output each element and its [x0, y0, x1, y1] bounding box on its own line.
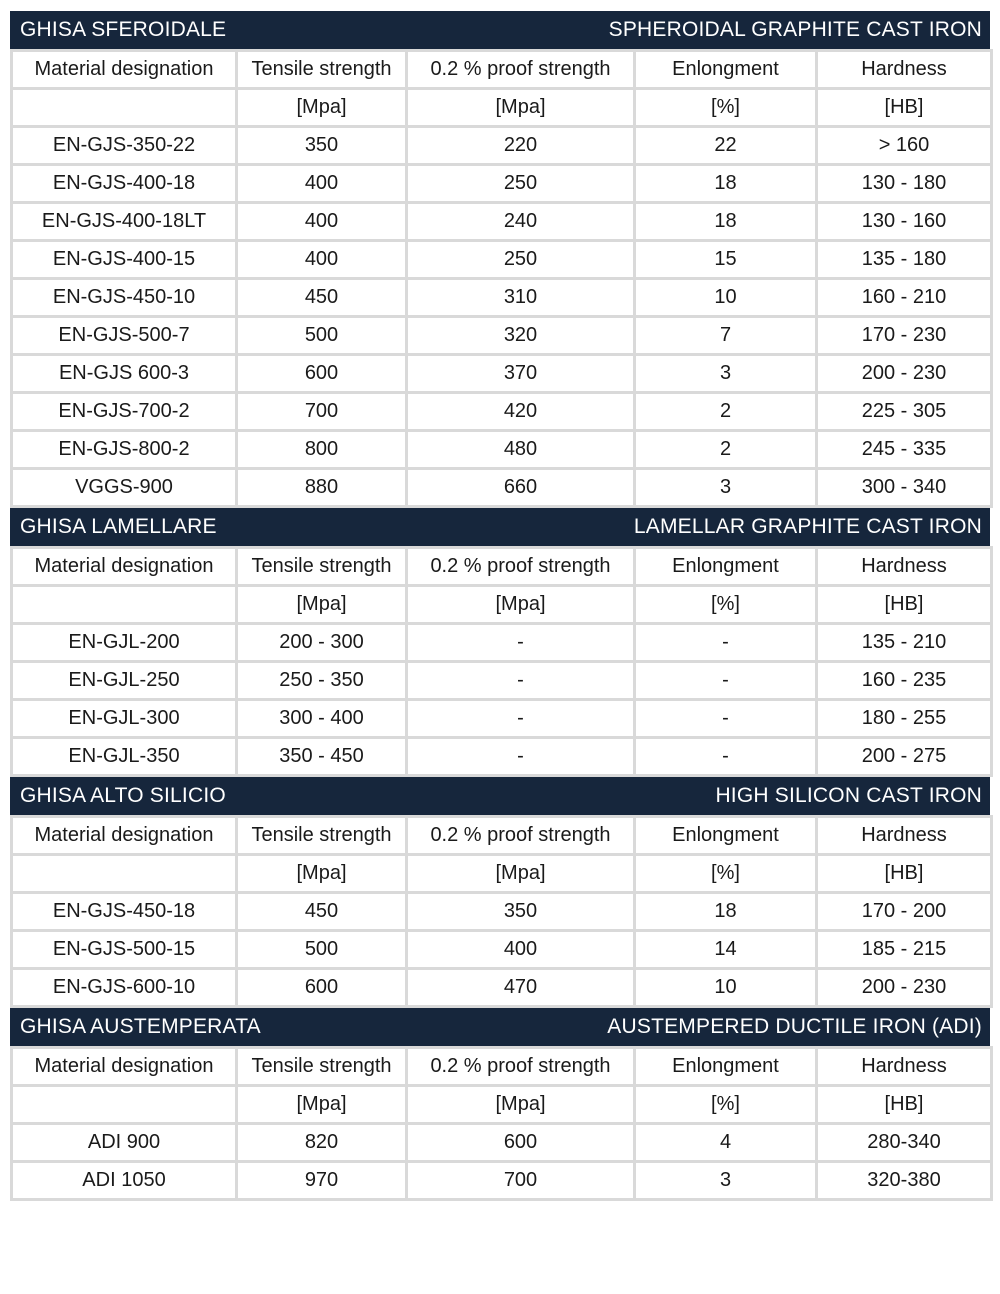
column-header-cell: 0.2 % proof strength	[407, 1048, 635, 1086]
column-header-row	[12, 548, 992, 586]
value-cell: 180 - 255	[817, 700, 992, 738]
material-designation-cell: EN-GJS-400-18LT	[12, 203, 237, 241]
column-header-cell: Material designation	[12, 51, 237, 89]
units-row	[12, 855, 992, 893]
value-cell: 160 - 235	[817, 662, 992, 700]
units-row	[12, 1086, 992, 1124]
value-cell: 220	[407, 127, 635, 165]
value-cell: 820	[237, 1124, 407, 1162]
value-cell: 4	[635, 1124, 817, 1162]
units-cell: [HB]	[817, 586, 992, 624]
value-cell: 250	[407, 241, 635, 279]
units-row	[12, 586, 992, 624]
sections-container	[10, 11, 990, 1201]
section-title-italian: GHISA ALTO SILICIO	[20, 784, 226, 807]
value-cell: 300 - 400	[237, 700, 407, 738]
column-header-cell: Tensile strength	[237, 1048, 407, 1086]
units-cell: [Mpa]	[237, 89, 407, 127]
units-cell	[12, 1086, 237, 1124]
material-designation-cell: ADI 900	[12, 1124, 237, 1162]
column-header-cell: Hardness	[817, 817, 992, 855]
value-cell: 245 - 335	[817, 431, 992, 469]
value-cell: 130 - 180	[817, 165, 992, 203]
value-cell: 18	[635, 203, 817, 241]
value-cell: 200 - 275	[817, 738, 992, 776]
value-cell: 800	[237, 431, 407, 469]
value-cell: -	[407, 700, 635, 738]
table-row	[12, 738, 992, 776]
value-cell: 310	[407, 279, 635, 317]
table-row	[12, 469, 992, 507]
units-cell: [Mpa]	[407, 855, 635, 893]
value-cell: 250	[407, 165, 635, 203]
value-cell: 280-340	[817, 1124, 992, 1162]
table-row	[12, 893, 992, 931]
table-row	[12, 203, 992, 241]
value-cell: 500	[237, 317, 407, 355]
material-properties-table	[10, 815, 993, 1008]
value-cell: 700	[407, 1162, 635, 1200]
value-cell: 350	[407, 893, 635, 931]
value-cell: 500	[237, 931, 407, 969]
material-designation-cell: ADI 1050	[12, 1162, 237, 1200]
column-header-cell: Material designation	[12, 548, 237, 586]
column-header-row	[12, 817, 992, 855]
value-cell: -	[635, 624, 817, 662]
value-cell: 350 - 450	[237, 738, 407, 776]
table-row	[12, 1162, 992, 1200]
value-cell: -	[635, 700, 817, 738]
column-header-cell: Material designation	[12, 1048, 237, 1086]
column-header-cell: 0.2 % proof strength	[407, 51, 635, 89]
section-header-band	[10, 508, 990, 546]
section-title-english: AUSTEMPERED DUCTILE IRON (ADI)	[607, 1015, 982, 1038]
value-cell: 240	[407, 203, 635, 241]
value-cell: 700	[237, 393, 407, 431]
material-designation-cell: EN-GJS-350-22	[12, 127, 237, 165]
value-cell: 15	[635, 241, 817, 279]
table-row	[12, 969, 992, 1007]
material-section	[10, 1008, 990, 1201]
section-title-italian: GHISA AUSTEMPERATA	[20, 1015, 261, 1038]
value-cell: 2	[635, 393, 817, 431]
material-properties-table	[10, 1046, 993, 1201]
value-cell: 170 - 230	[817, 317, 992, 355]
value-cell: 600	[237, 355, 407, 393]
units-cell: [%]	[635, 586, 817, 624]
table-row	[12, 317, 992, 355]
material-designation-cell: EN-GJL-200	[12, 624, 237, 662]
value-cell: 470	[407, 969, 635, 1007]
section-title-italian: GHISA SFEROIDALE	[20, 18, 227, 41]
material-designation-cell: EN-GJS-400-18	[12, 165, 237, 203]
value-cell: 300 - 340	[817, 469, 992, 507]
material-section	[10, 777, 990, 1008]
value-cell: 185 - 215	[817, 931, 992, 969]
section-header-band	[10, 1008, 990, 1046]
value-cell: 135 - 210	[817, 624, 992, 662]
value-cell: 225 - 305	[817, 393, 992, 431]
table-row	[12, 393, 992, 431]
value-cell: 18	[635, 893, 817, 931]
column-header-cell: Hardness	[817, 548, 992, 586]
column-header-row	[12, 1048, 992, 1086]
value-cell: 320	[407, 317, 635, 355]
material-designation-cell: EN-GJS-500-15	[12, 931, 237, 969]
column-header-cell: Hardness	[817, 1048, 992, 1086]
units-cell: [Mpa]	[237, 586, 407, 624]
column-header-cell: Material designation	[12, 817, 237, 855]
value-cell: > 160	[817, 127, 992, 165]
column-header-cell: Enlongment	[635, 548, 817, 586]
value-cell: 18	[635, 165, 817, 203]
units-cell: [HB]	[817, 89, 992, 127]
column-header-cell: Enlongment	[635, 1048, 817, 1086]
value-cell: 200 - 300	[237, 624, 407, 662]
units-cell: [Mpa]	[407, 586, 635, 624]
value-cell: 7	[635, 317, 817, 355]
units-cell: [Mpa]	[237, 1086, 407, 1124]
material-designation-cell: EN-GJS-400-15	[12, 241, 237, 279]
material-section	[10, 508, 990, 777]
units-cell: [Mpa]	[237, 855, 407, 893]
value-cell: 450	[237, 893, 407, 931]
value-cell: 370	[407, 355, 635, 393]
units-cell: [%]	[635, 855, 817, 893]
value-cell: 10	[635, 969, 817, 1007]
table-row	[12, 624, 992, 662]
material-designation-cell: EN-GJS-800-2	[12, 431, 237, 469]
section-header-band	[10, 11, 990, 49]
material-properties-table	[10, 49, 993, 508]
table-row	[12, 279, 992, 317]
value-cell: 170 - 200	[817, 893, 992, 931]
section-title-english: SPHEROIDAL GRAPHITE CAST IRON	[608, 18, 982, 41]
units-cell: [%]	[635, 89, 817, 127]
value-cell: -	[407, 738, 635, 776]
material-designation-cell: EN-GJL-250	[12, 662, 237, 700]
value-cell: 400	[407, 931, 635, 969]
column-header-cell: Tensile strength	[237, 817, 407, 855]
column-header-cell: Tensile strength	[237, 548, 407, 586]
value-cell: 400	[237, 203, 407, 241]
material-designation-cell: VGGS-900	[12, 469, 237, 507]
value-cell: 10	[635, 279, 817, 317]
value-cell: 660	[407, 469, 635, 507]
table-row	[12, 431, 992, 469]
value-cell: 22	[635, 127, 817, 165]
value-cell: 250 - 350	[237, 662, 407, 700]
units-cell	[12, 89, 237, 127]
value-cell: -	[635, 662, 817, 700]
value-cell: 400	[237, 241, 407, 279]
table-row	[12, 1124, 992, 1162]
value-cell: 320-380	[817, 1162, 992, 1200]
value-cell: -	[635, 738, 817, 776]
table-row	[12, 931, 992, 969]
material-designation-cell: EN-GJS-600-10	[12, 969, 237, 1007]
value-cell: 200 - 230	[817, 969, 992, 1007]
material-designation-cell: EN-GJL-300	[12, 700, 237, 738]
section-title-english: LAMELLAR GRAPHITE CAST IRON	[633, 515, 982, 538]
column-header-cell: Hardness	[817, 51, 992, 89]
units-cell: [Mpa]	[407, 1086, 635, 1124]
value-cell: 970	[237, 1162, 407, 1200]
column-header-cell: Tensile strength	[237, 51, 407, 89]
value-cell: 135 - 180	[817, 241, 992, 279]
value-cell: 3	[635, 469, 817, 507]
column-header-cell: Enlongment	[635, 817, 817, 855]
material-properties-table	[10, 546, 993, 777]
value-cell: 600	[407, 1124, 635, 1162]
value-cell: 880	[237, 469, 407, 507]
material-designation-cell: EN-GJS-700-2	[12, 393, 237, 431]
value-cell: 350	[237, 127, 407, 165]
value-cell: 2	[635, 431, 817, 469]
value-cell: -	[407, 662, 635, 700]
table-row	[12, 355, 992, 393]
units-cell	[12, 586, 237, 624]
material-designation-cell: EN-GJS-450-18	[12, 893, 237, 931]
units-cell: [Mpa]	[407, 89, 635, 127]
units-cell: [HB]	[817, 855, 992, 893]
section-title-italian: GHISA LAMELLARE	[20, 515, 217, 538]
value-cell: 600	[237, 969, 407, 1007]
table-row	[12, 241, 992, 279]
material-designation-cell: EN-GJS-500-7	[12, 317, 237, 355]
units-cell: [%]	[635, 1086, 817, 1124]
value-cell: 480	[407, 431, 635, 469]
column-header-cell: Enlongment	[635, 51, 817, 89]
table-row	[12, 662, 992, 700]
material-section	[10, 11, 990, 508]
value-cell: 130 - 160	[817, 203, 992, 241]
column-header-cell: 0.2 % proof strength	[407, 817, 635, 855]
section-header-band	[10, 777, 990, 815]
column-header-row	[12, 51, 992, 89]
column-header-cell: 0.2 % proof strength	[407, 548, 635, 586]
table-row	[12, 165, 992, 203]
value-cell: 450	[237, 279, 407, 317]
section-title-english: HIGH SILICON CAST IRON	[715, 784, 982, 807]
value-cell: 420	[407, 393, 635, 431]
value-cell: 400	[237, 165, 407, 203]
value-cell: 200 - 230	[817, 355, 992, 393]
table-row	[12, 127, 992, 165]
material-designation-cell: EN-GJS 600-3	[12, 355, 237, 393]
value-cell: 160 - 210	[817, 279, 992, 317]
value-cell: 3	[635, 355, 817, 393]
units-row	[12, 89, 992, 127]
value-cell: 3	[635, 1162, 817, 1200]
material-designation-cell: EN-GJS-450-10	[12, 279, 237, 317]
table-row	[12, 700, 992, 738]
units-cell: [HB]	[817, 1086, 992, 1124]
units-cell	[12, 855, 237, 893]
value-cell: -	[407, 624, 635, 662]
value-cell: 14	[635, 931, 817, 969]
material-designation-cell: EN-GJL-350	[12, 738, 237, 776]
